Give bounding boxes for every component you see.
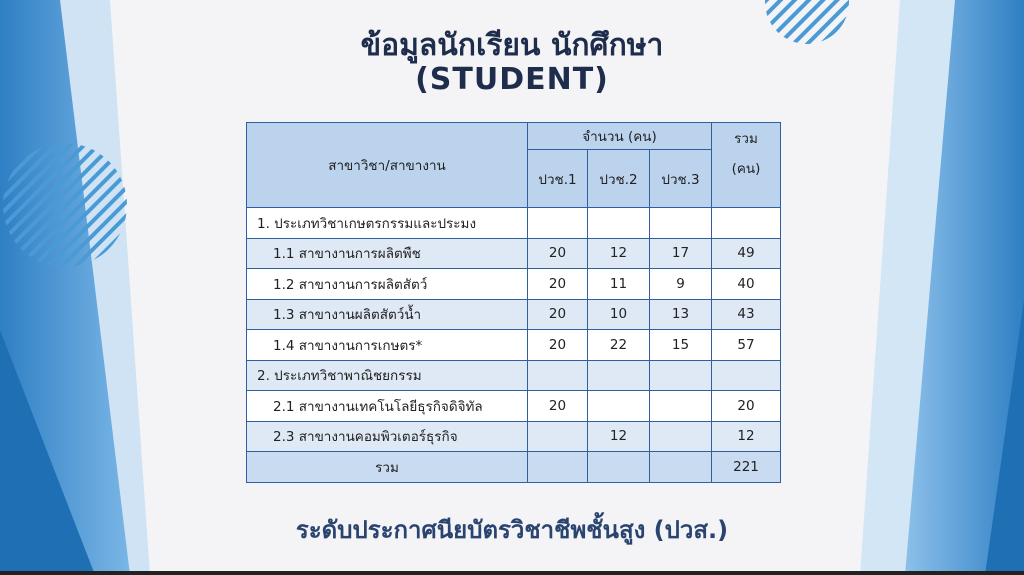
cell-year1 xyxy=(528,421,588,452)
header-year-2: ปวช.2 xyxy=(588,150,650,208)
page-subtitle: (STUDENT) xyxy=(415,62,609,97)
cell-total: 57 xyxy=(712,330,781,361)
cell-year3: 17 xyxy=(650,238,712,269)
table-row xyxy=(247,421,781,452)
cell-total: 12 xyxy=(712,421,781,452)
level-caption: ระดับประกาศนียบัตรวิชาชีพชั้นสูง (ปวส.) xyxy=(295,516,729,544)
striped-circle-left xyxy=(3,143,127,267)
student-table xyxy=(246,122,781,483)
row-label: 1.4 สาขางานการเกษตร* xyxy=(247,330,528,361)
cell-year2: 11 xyxy=(588,269,650,300)
cell-year1: 20 xyxy=(528,391,588,422)
cell-year2: 12 xyxy=(588,421,650,452)
grand-total: 221 xyxy=(712,452,781,483)
bottom-edge-bar xyxy=(0,571,1024,575)
cell-year3 xyxy=(650,208,712,239)
cell-year3 xyxy=(650,421,712,452)
row-label: 1.1 สาขางานการผลิตพืช xyxy=(247,238,528,269)
cell-year1: 20 xyxy=(528,299,588,330)
table-row xyxy=(247,299,781,330)
cell-year1: 20 xyxy=(528,269,588,300)
table-row xyxy=(247,269,781,300)
header-total-line1: รวม xyxy=(734,131,758,147)
student-table-wrapper xyxy=(246,122,780,487)
page-title: ข้อมูลนักเรียน นักศึกษา xyxy=(360,28,664,63)
row-label: 1.3 สาขางานผลิตสัตว์น้ำ xyxy=(247,299,528,330)
header-total xyxy=(712,123,781,208)
total-year3 xyxy=(650,452,712,483)
cell-total: 49 xyxy=(712,238,781,269)
total-label: รวม xyxy=(247,452,528,483)
total-year2 xyxy=(588,452,650,483)
total-year1 xyxy=(528,452,588,483)
cell-year3 xyxy=(650,360,712,391)
header-year-1: ปวช.1 xyxy=(528,150,588,208)
cell-year1: 20 xyxy=(528,330,588,361)
table-row xyxy=(247,391,781,422)
row-label: 2.1 สาขางานเทคโนโลยีธุรกิจดิจิทัล xyxy=(247,391,528,422)
cell-total: 43 xyxy=(712,299,781,330)
cell-total xyxy=(712,208,781,239)
header-count-group: จำนวน (คน) xyxy=(528,123,712,150)
cell-year1 xyxy=(528,208,588,239)
cell-year3: 15 xyxy=(650,330,712,361)
cell-year2 xyxy=(588,360,650,391)
cell-total xyxy=(712,360,781,391)
cell-year2: 12 xyxy=(588,238,650,269)
row-label: 2. ประเภทวิชาพาณิชยกรรม xyxy=(247,360,528,391)
cell-year3 xyxy=(650,391,712,422)
cell-year3: 13 xyxy=(650,299,712,330)
cell-year2 xyxy=(588,208,650,239)
cell-year1 xyxy=(528,360,588,391)
header-total-line2: (คน) xyxy=(731,161,761,177)
header-year-3: ปวช.3 xyxy=(650,150,712,208)
table-total-row xyxy=(247,452,781,483)
cell-year2: 10 xyxy=(588,299,650,330)
cell-year3: 9 xyxy=(650,269,712,300)
table-row xyxy=(247,360,781,391)
row-label: 1. ประเภทวิชาเกษตรกรรมและประมง xyxy=(247,208,528,239)
row-label: 2.3 สาขางานคอมพิวเตอร์ธุรกิจ xyxy=(247,421,528,452)
table-row xyxy=(247,330,781,361)
cell-total: 20 xyxy=(712,391,781,422)
table-row xyxy=(247,208,781,239)
cell-year2 xyxy=(588,391,650,422)
cell-total: 40 xyxy=(712,269,781,300)
header-major: สาขาวิชา/สาขางาน xyxy=(247,123,528,208)
cell-year1: 20 xyxy=(528,238,588,269)
table-row xyxy=(247,238,781,269)
cell-year2: 22 xyxy=(588,330,650,361)
row-label: 1.2 สาขางานการผลิตสัตว์ xyxy=(247,269,528,300)
